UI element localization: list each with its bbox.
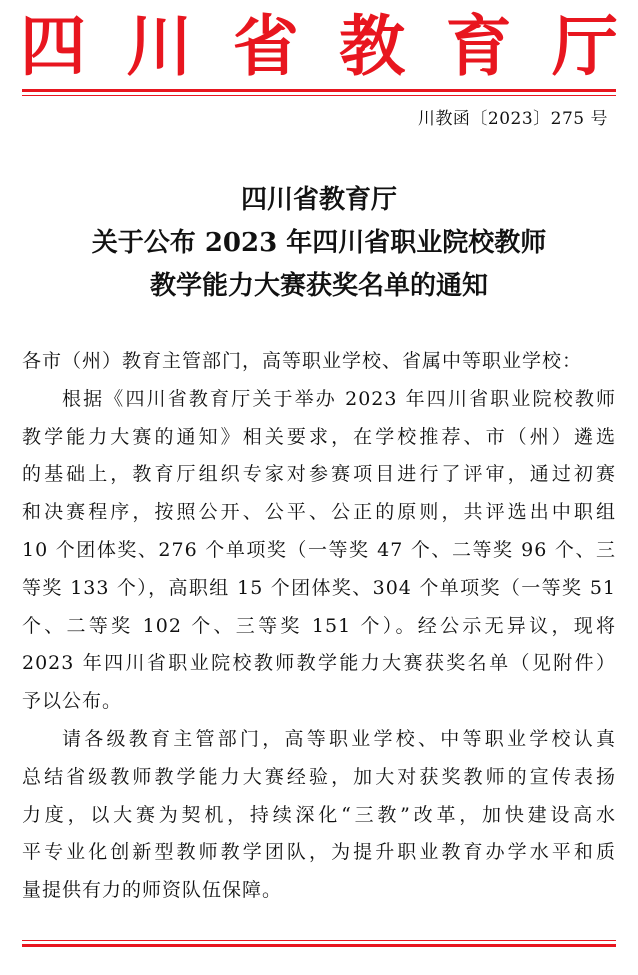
masthead-char: 育 <box>445 7 512 85</box>
salutation: 各市（州）教育主管部门，高等职业学校、省属中等职业学校： <box>22 350 583 372</box>
body-line: 根据《四川省教育厅关于举办 2023 年四川省职业院校教师 <box>62 387 616 410</box>
body-line: 量提供有力的师资队伍保障。 <box>22 879 283 902</box>
header-rule-thick <box>22 89 616 92</box>
header-rule-thin <box>22 95 616 96</box>
title-line: 关于公布 2023 年四川省职业院校教师 <box>91 228 547 258</box>
body-line: 予以公布。 <box>22 690 123 713</box>
body-line: 个、二等奖 102 个、三等奖 151 个）。经公示无异议，现将 <box>22 614 616 637</box>
title-line: 四川省教育厅 <box>240 185 397 215</box>
body-line: 10 个团体奖、276 个单项奖（一等奖 47 个、二等奖 96 个、三 <box>22 538 616 561</box>
footer-rule-thick <box>22 944 616 947</box>
masthead-char: 川 <box>126 7 193 85</box>
body-line: 的基础上，教育厅组织专家对参赛项目进行了评审，通过初赛 <box>22 463 616 486</box>
masthead-char: 省 <box>232 7 299 85</box>
title-line: 教学能力大赛获奖名单的通知 <box>149 271 488 301</box>
body-line: 力度，以大赛为契机，持续深化“三教”改革，加快建设高水 <box>22 803 616 826</box>
masthead-char: 四 <box>20 7 86 85</box>
body-line: 教学能力大赛的通知》相关要求，在学校推荐、市（州）遴选 <box>22 425 616 448</box>
masthead <box>20 7 618 85</box>
body-line: 2023 年四川省职业院校教师教学能力大赛获奖名单（见附件） <box>22 652 616 675</box>
masthead-char: 厅 <box>551 7 618 85</box>
body-line: 和决赛程序，按照公开、公平、公正的原则，共评选出中职组 <box>22 501 616 524</box>
body-line: 等奖 133 个），高职组 15 个团体奖、304 个单项奖（一等奖 51 <box>22 576 616 599</box>
masthead-char: 教 <box>339 7 406 85</box>
document-body <box>22 343 616 910</box>
document-number: 川教函〔2023〕275 号 <box>417 109 608 129</box>
body-line: 平专业化创新型教师教学团队，为提升职业教育办学水平和质 <box>22 841 616 864</box>
body-line: 请各级教育主管部门，高等职业学校、中等职业学校认真 <box>62 727 616 750</box>
body-line: 总结省级教师教学能力大赛经验，加大对获奖教师的宣传表扬 <box>22 765 616 788</box>
footer-rule-thin <box>22 940 616 941</box>
